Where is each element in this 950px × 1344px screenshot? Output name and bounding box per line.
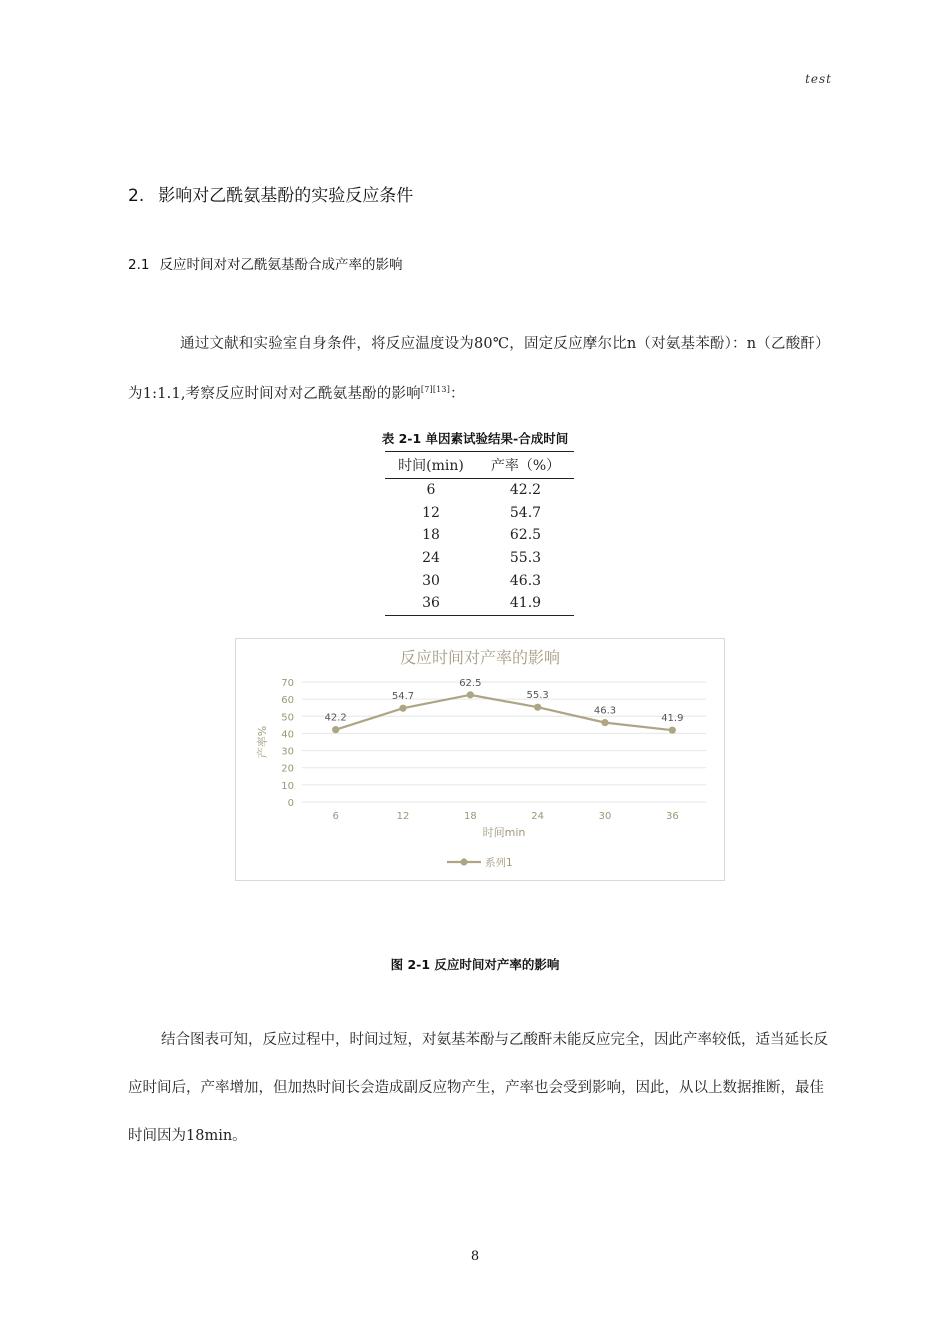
table-row <box>385 569 574 592</box>
table-cell-time: 30 <box>422 572 440 589</box>
table-cell-yield: 46.3 <box>509 572 542 589</box>
x-tick-label: 6 <box>332 811 339 822</box>
page-number: 8 <box>470 1249 480 1264</box>
table-cell-time: 6 <box>426 482 436 499</box>
x-tick-label: 36 <box>665 811 679 822</box>
table-cell-time: 18 <box>422 527 440 544</box>
running-header: test <box>805 72 832 86</box>
data-label: 62.5 <box>459 677 482 689</box>
citation-reference[interactable]: [7][13] <box>420 385 451 394</box>
subsection-title: 反应时间对对乙酰氨基酚合成产率的影响 <box>159 257 403 273</box>
table-cell-time: 12 <box>422 504 440 521</box>
data-point <box>534 704 541 711</box>
data-point <box>332 726 339 733</box>
y-tick-label: 70 <box>281 678 294 689</box>
x-tick-label: 12 <box>396 811 410 822</box>
table-row <box>385 479 574 502</box>
data-point <box>601 719 608 726</box>
line-chart-svg <box>236 639 724 880</box>
legend-marker <box>460 858 467 865</box>
intro-paragraph <box>128 321 833 417</box>
table-cell-yield: 42.2 <box>509 482 542 499</box>
table-cell-yield: 62.5 <box>509 527 542 544</box>
y-tick-label: 30 <box>281 746 294 758</box>
x-axis-label: 时间min <box>482 826 526 839</box>
y-tick-label: 10 <box>281 780 294 792</box>
chart-title: 反应时间对产率的影响 <box>399 648 561 667</box>
results-table <box>385 451 574 616</box>
data-point <box>399 705 406 712</box>
y-axis-label: 产率% <box>256 725 269 759</box>
section-title: 影响对乙酰氨基酚的实验反应条件 <box>158 186 414 206</box>
table-row <box>385 547 574 570</box>
data-point <box>669 727 676 734</box>
subsection-number: 2.1 <box>128 257 150 273</box>
data-label: 42.2 <box>324 712 347 724</box>
table-header-time: 时间(min) <box>385 452 477 479</box>
subsection-heading <box>128 253 402 273</box>
x-tick-label: 30 <box>598 811 612 822</box>
section-heading <box>128 181 413 206</box>
table-header-yield: 产率（%） <box>477 452 574 479</box>
section-number: 2. <box>128 186 145 206</box>
figure-caption: 图 2-1 反应时间对产率的影响 <box>390 957 560 972</box>
legend-label: 系列1 <box>485 857 513 869</box>
table-row <box>385 502 574 525</box>
y-tick-label: 50 <box>281 712 294 724</box>
table-cell-yield: 54.7 <box>509 504 542 521</box>
table-row <box>385 592 574 615</box>
y-tick-label: 0 <box>287 798 294 809</box>
y-tick-label: 60 <box>281 695 294 707</box>
table-caption: 表 2-1 单因素试验结果-合成时间 <box>381 431 569 446</box>
data-label: 55.3 <box>526 690 549 702</box>
conclusion-paragraph: 结合图表可知，反应过程中，时间过短，对氨基苯酚与乙酸酐未能反应完全，因此产率较低，适当延长反应时间后，产率增加，但加热时间长会造成副反应物产生，产率也会受到影响，因此，从以上数据推断，最佳时间因为18min。 <box>128 1032 828 1144</box>
data-label: 54.7 <box>391 691 415 703</box>
intro-paragraph-tail: ： <box>450 386 465 402</box>
table-header-row <box>385 452 574 479</box>
y-tick-label: 40 <box>281 729 294 741</box>
intro-paragraph-text: 通过文献和实验室自身条件，将反应温度设为80℃，固定反应摩尔比n（对氨基苯酚）：n（乙酸酐）为1:1.1,考察反应时间对对乙酰氨基酚的影响 <box>128 336 830 402</box>
table-row <box>385 524 574 547</box>
data-point <box>467 691 474 698</box>
data-label: 46.3 <box>593 705 617 717</box>
table-cell-time: 24 <box>422 550 440 567</box>
table-cell-yield: 41.9 <box>477 592 574 615</box>
line-chart <box>235 638 725 881</box>
series-line <box>336 695 673 730</box>
table-cell-time: 36 <box>385 592 477 615</box>
x-tick-label: 18 <box>463 811 477 822</box>
y-tick-label: 20 <box>281 763 294 775</box>
table-cell-yield: 55.3 <box>509 550 542 567</box>
data-label: 41.9 <box>661 713 684 725</box>
x-tick-label: 24 <box>531 811 545 822</box>
